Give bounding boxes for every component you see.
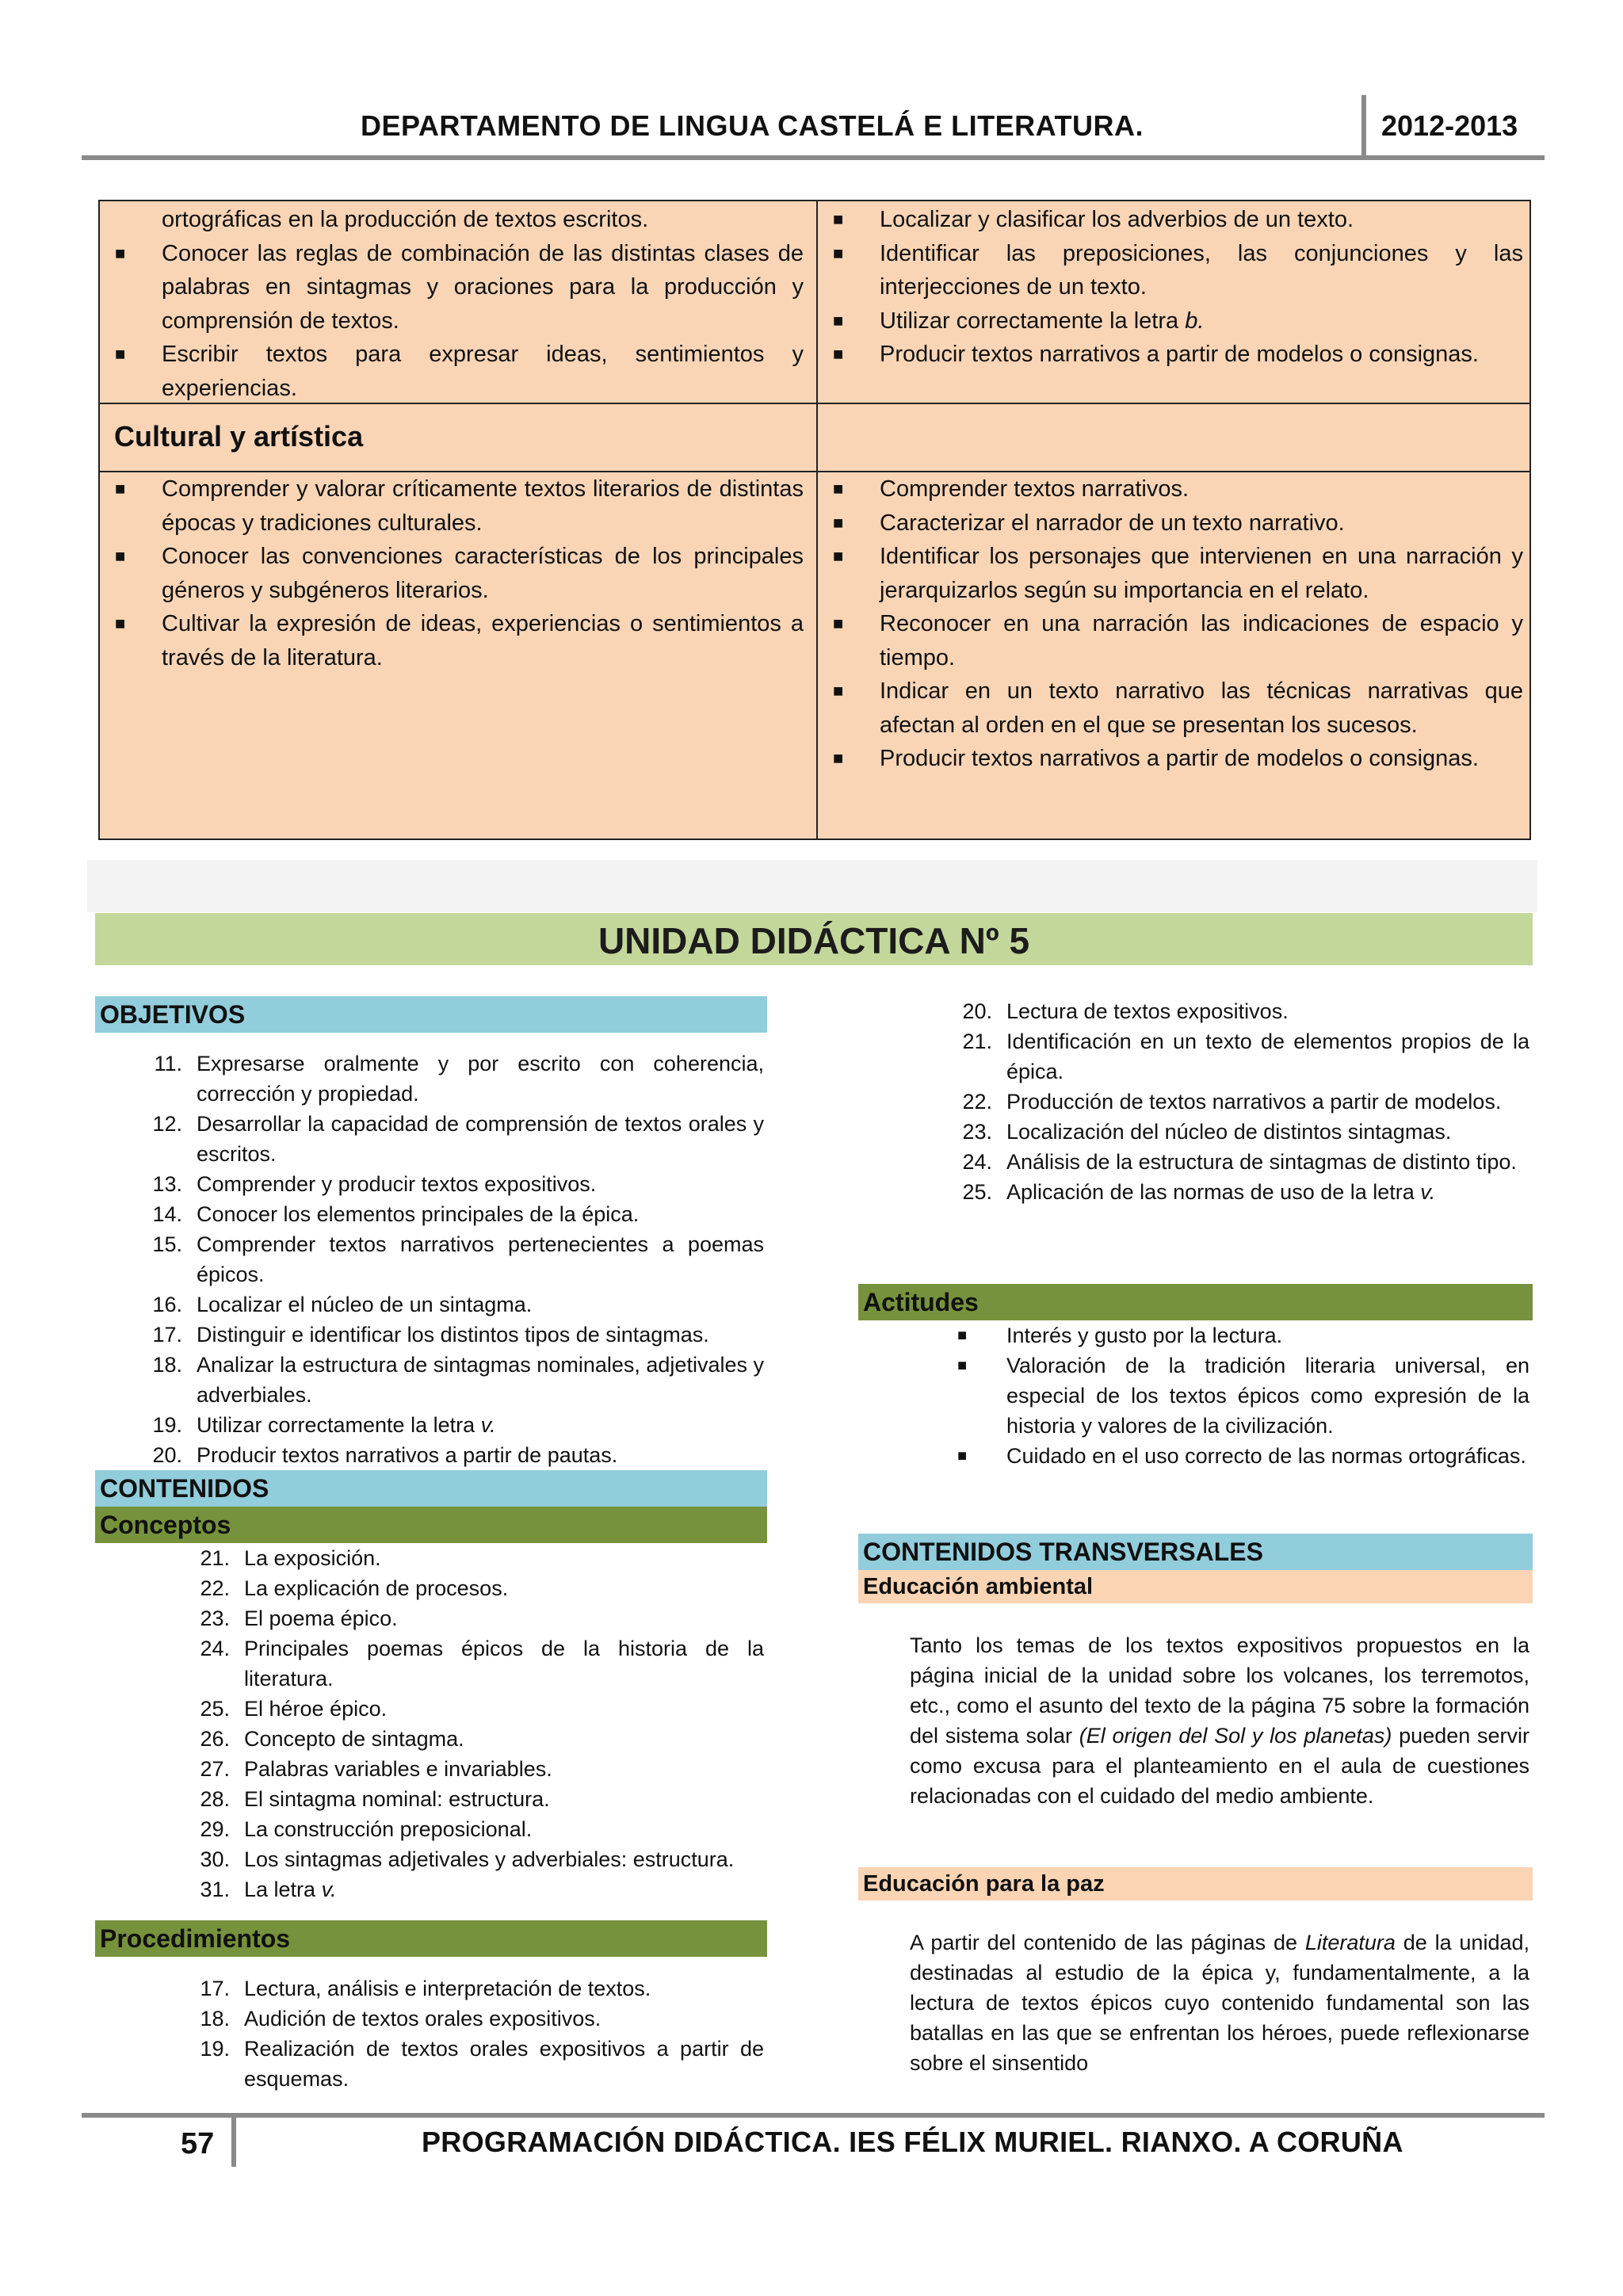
item-text: La exposición. [244, 1546, 381, 1570]
list-item [152, 1169, 764, 1199]
list-item: ■ Producir textos narrativos a partir de modelos o consignas. [818, 742, 1523, 776]
item-number: 12. [152, 1112, 182, 1136]
contenidos-heading: CONTENIDOS [95, 1470, 767, 1507]
banner-shade [87, 860, 1537, 912]
item-text: Valoración de la tradición literaria universal, en especial de los textos épicos como expresión de la historia y valores de la civilización. [1006, 1354, 1529, 1438]
list-item [200, 1874, 764, 1904]
section-heading: Cultural y artística [114, 420, 364, 453]
page-number: 57 [181, 2127, 215, 2160]
item-italic: v. [1420, 1180, 1436, 1204]
item-text: Lectura, análisis e interpretación de textos. [244, 1977, 651, 2000]
list-item [962, 1177, 1529, 1207]
footer-divider [231, 2118, 236, 2167]
item-text: Los sintagmas adjetivales y adverbiales: estructura. [244, 1847, 735, 1871]
item-text: Lectura de textos expositivos. [1006, 999, 1289, 1023]
list-item [957, 1320, 1529, 1350]
item-italic: v. [321, 1878, 337, 1901]
unit-title: UNIDAD DIDÁCTICA Nº 5 [598, 920, 1030, 961]
item-text: Comprender y producir textos expositivos. [197, 1172, 597, 1196]
list-item [200, 1844, 764, 1874]
item-text: Cuidado en el uso correcto de las normas ortográficas. [1006, 1444, 1526, 1468]
item-number: 15. [152, 1232, 182, 1256]
item-text: Localización del núcleo de distintos sintagmas. [1006, 1120, 1452, 1144]
procedimientos-list [200, 1973, 764, 2094]
bullet-icon: ■ [833, 344, 844, 364]
list-item: ■ Caracterizar el narrador de un texto narrativo. [818, 506, 1523, 541]
item-number: 24. [962, 1150, 992, 1174]
row3-right-cell [818, 472, 1523, 776]
item-text: Conocer los elementos principales de la épica. [197, 1202, 640, 1226]
list-item [962, 1026, 1529, 1087]
list-item [962, 996, 1529, 1026]
item-number: 11. [154, 1052, 182, 1075]
item-number: 22. [962, 1090, 992, 1114]
list-item: ■ Conocer las reglas de combinación de las distintas clases de palabras en sintagmas y oraciones para la producción y comprensión de textos. [100, 237, 804, 338]
list-item [957, 1350, 1529, 1441]
list-item: ■ Comprender textos narrativos. [818, 472, 1523, 506]
item-text: La letra [244, 1878, 322, 1901]
list-item [962, 1147, 1529, 1177]
paz-paragraph: A partir del contenido de las páginas de Literatura de la unidad, destinadas al estudio de la épica y, fundamentalmente, a la lectura de textos épicos cuyo contenido fundamental son las batallas en las que se enfrentan los héroes, puede reflexionarse sobre el sinsentido [910, 1931, 1529, 2075]
item-text: Desarrollar la capacidad de comprensión de textos orales y escritos. [197, 1112, 764, 1166]
row3-left-cell [100, 472, 804, 674]
item-text: Analizar la estructura de sintagmas nominales, adjetivales y adverbiales. [197, 1353, 764, 1407]
list-item [152, 1199, 764, 1229]
footer-title: PROGRAMACIÓN DIDÁCTICA. IES FÉLIX MURIEL. RIANXO. A CORUÑA [422, 2126, 1403, 2158]
list-item: ortográficas en la producción de textos escritos. [162, 207, 649, 232]
row1-left-cell [100, 203, 804, 405]
bullet-icon: ■ [833, 512, 844, 533]
item-text: Identificación en un texto de elementos propios de la épica. [1006, 1030, 1529, 1083]
list-item [152, 1410, 764, 1440]
list-item [200, 2004, 764, 2034]
item-text: Producción de textos narrativos a partir de modelos. [1006, 1090, 1502, 1114]
header-rule [82, 155, 1545, 160]
item-text: El héroe épico. [244, 1697, 388, 1721]
list-item [152, 1229, 764, 1289]
list-item [200, 1754, 764, 1784]
list-item [200, 1784, 764, 1814]
item-text: Interés y gusto por la lectura. [1006, 1324, 1283, 1347]
list-item [154, 1049, 764, 1109]
procedimientos-continued-list [962, 996, 1529, 1207]
bullet-icon: ■ [833, 310, 844, 330]
list-item: ■ Conocer las convenciones características de los principales géneros y subgéneros literarios. [100, 540, 804, 607]
header-divider [1361, 95, 1366, 160]
bullet-icon: ■ [833, 681, 844, 701]
item-number: 21. [200, 1546, 230, 1570]
item-text: El sintagma nominal: estructura. [244, 1787, 550, 1811]
list-item [962, 1087, 1529, 1117]
item-text: Utilizar correctamente la letra [197, 1413, 481, 1437]
school-year: 2012-2013 [1381, 109, 1518, 142]
item-number: 18. [152, 1353, 182, 1377]
item-number: 22. [200, 1576, 230, 1600]
item-text: Principales poemas épicos de la historia de la literatura. [244, 1637, 764, 1690]
bullet-icon: ■ [833, 613, 844, 633]
unit-banner [95, 913, 1533, 965]
bullet-icon: ■ [957, 1447, 968, 1465]
list-item [962, 1117, 1529, 1147]
procedimientos-heading: Procedimientos [95, 1920, 767, 1957]
item-italic: v. [480, 1413, 496, 1437]
list-item: ■ Cultivar la expresión de ideas, experiencias o sentimientos a través de la literatura. [100, 607, 804, 674]
item-number: 23. [200, 1606, 230, 1630]
list-item [200, 1694, 764, 1724]
item-text: Comprender textos narrativos pertenecientes a poemas épicos. [197, 1232, 764, 1286]
item-number: 17. [200, 1977, 230, 2000]
bullet-icon: ■ [833, 748, 844, 768]
item-text: Realización de textos orales expositivos a partir de esquemas. [244, 2037, 764, 2091]
bullet-icon: ■ [115, 344, 126, 364]
bullet-icon: ■ [115, 613, 126, 633]
transversales-heading: CONTENIDOS TRANSVERSALES [858, 1534, 1533, 1570]
bullet-icon: ■ [115, 546, 126, 566]
conceptos-heading: Conceptos [95, 1507, 767, 1543]
item-text: El poema épico. [244, 1606, 398, 1630]
ambiental-paragraph: Tanto los temas de los textos expositivos propuestos en la página inicial de la unidad sobre los volcanes, los terremotos, etc., como el asunto del texto de la página 75 sobre la formación del sistema solar (El origen del Sol y los planetas) pueden servir como excusa para el planteamiento en el aula de cuestiones relacionadas con el cuidado del medio ambiente. [910, 1633, 1529, 1808]
item-number: 25. [962, 1180, 992, 1204]
conceptos-list [200, 1543, 764, 1904]
list-item [200, 2034, 764, 2094]
item-number: 26. [200, 1727, 230, 1751]
list-item: ■ Localizar y clasificar los adverbios de un texto. [818, 203, 1523, 237]
row1-right-cell [818, 203, 1523, 372]
item-number: 20. [962, 999, 992, 1023]
item-number: 20. [152, 1443, 182, 1467]
item-number: 14. [152, 1202, 182, 1226]
item-number: 27. [200, 1757, 230, 1781]
list-item [152, 1289, 764, 1320]
actitudes-heading: Actitudes [858, 1284, 1533, 1320]
item-text: Localizar el núcleo de un sintagma. [197, 1293, 533, 1316]
objetivos-heading: OBJETIVOS [95, 996, 767, 1033]
bullet-icon: ■ [115, 243, 126, 263]
list-item [957, 1441, 1529, 1471]
item-number: 29. [200, 1817, 230, 1841]
list-item: ■ Comprender y valorar críticamente textos literarios de distintas épocas y tradiciones culturales. [100, 472, 804, 540]
list-item [200, 1573, 764, 1603]
item-number: 18. [200, 2007, 230, 2030]
item-number: 30. [200, 1847, 230, 1871]
bullet-icon: ■ [957, 1327, 968, 1344]
item-text: Concepto de sintagma. [244, 1727, 464, 1751]
actitudes-list [957, 1320, 1529, 1471]
item-number: 25. [200, 1697, 230, 1721]
item-number: 23. [962, 1120, 992, 1144]
bullet-icon: ■ [833, 546, 844, 566]
item-number: 16. [152, 1293, 182, 1316]
list-item: ■ Identificar las preposiciones, las conjunciones y las interjecciones de un texto. [818, 237, 1523, 304]
list-item: ■ Producir textos narrativos a partir de modelos o consignas. [818, 338, 1523, 372]
list-item [152, 1320, 764, 1350]
item-number: 24. [200, 1637, 230, 1660]
list-item [200, 1633, 764, 1694]
list-item: ■ Escribir textos para expresar ideas, sentimientos y experiencias. [100, 338, 804, 405]
list-item: ■ Reconocer en una narración las indicaciones de espacio y tiempo. [818, 607, 1523, 674]
list-item [200, 1543, 764, 1573]
item-number: 21. [962, 1030, 992, 1053]
item-text: Expresarse oralmente y por escrito con coherencia, corrección y propiedad. [197, 1052, 764, 1106]
item-number: 28. [200, 1787, 230, 1811]
department-title: DEPARTAMENTO DE LINGUA CASTELÁ E LITERATURA. [361, 109, 1144, 142]
list-item: ■ Identificar los personajes que intervienen en una narración y jerarquizarlos según su importancia en el relato. [818, 540, 1523, 607]
item-number: 19. [152, 1413, 182, 1437]
bullet-icon: ■ [957, 1357, 968, 1374]
item-text: Análisis de la estructura de sintagmas de distinto tipo. [1006, 1150, 1517, 1174]
item-number: 31. [200, 1878, 230, 1901]
list-item [152, 1109, 764, 1169]
bullet-icon: ■ [833, 209, 844, 229]
item-text: La explicación de procesos. [244, 1576, 509, 1600]
competencies-table [98, 200, 1531, 840]
list-item [200, 1814, 764, 1844]
item-text: Producir textos narrativos a partir de pautas. [197, 1443, 618, 1467]
list-item [152, 1440, 764, 1470]
item-text: Distinguir e identificar los distintos tipos de sintagmas. [197, 1323, 709, 1347]
footer-rule [82, 2113, 1545, 2118]
list-item [152, 1350, 764, 1410]
item-text: Audición de textos orales expositivos. [244, 2007, 601, 2030]
bullet-icon: ■ [833, 243, 844, 263]
list-item: ■ Utilizar correctamente la letra b. [818, 304, 1523, 338]
item-number: 13. [152, 1172, 182, 1196]
list-item: ■ Indicar en un texto narrativo las técnicas narrativas que afectan al orden en el que se presentan los sucesos. [818, 674, 1523, 742]
paz-heading: Educación para la paz [858, 1867, 1533, 1901]
item-number: 17. [152, 1323, 182, 1347]
bullet-icon: ■ [833, 479, 844, 499]
list-item [200, 1724, 764, 1754]
objetivos-list [152, 1049, 764, 1470]
bullet-icon: ■ [115, 479, 126, 499]
item-text: La construcción preposicional. [244, 1817, 533, 1841]
item-text: Aplicación de las normas de uso de la letra [1006, 1180, 1421, 1204]
list-item [200, 1973, 764, 2004]
item-text: Palabras variables e invariables. [244, 1757, 552, 1781]
list-item [200, 1603, 764, 1633]
ambiental-heading: Educación ambiental [858, 1570, 1533, 1603]
item-number: 19. [200, 2037, 230, 2061]
